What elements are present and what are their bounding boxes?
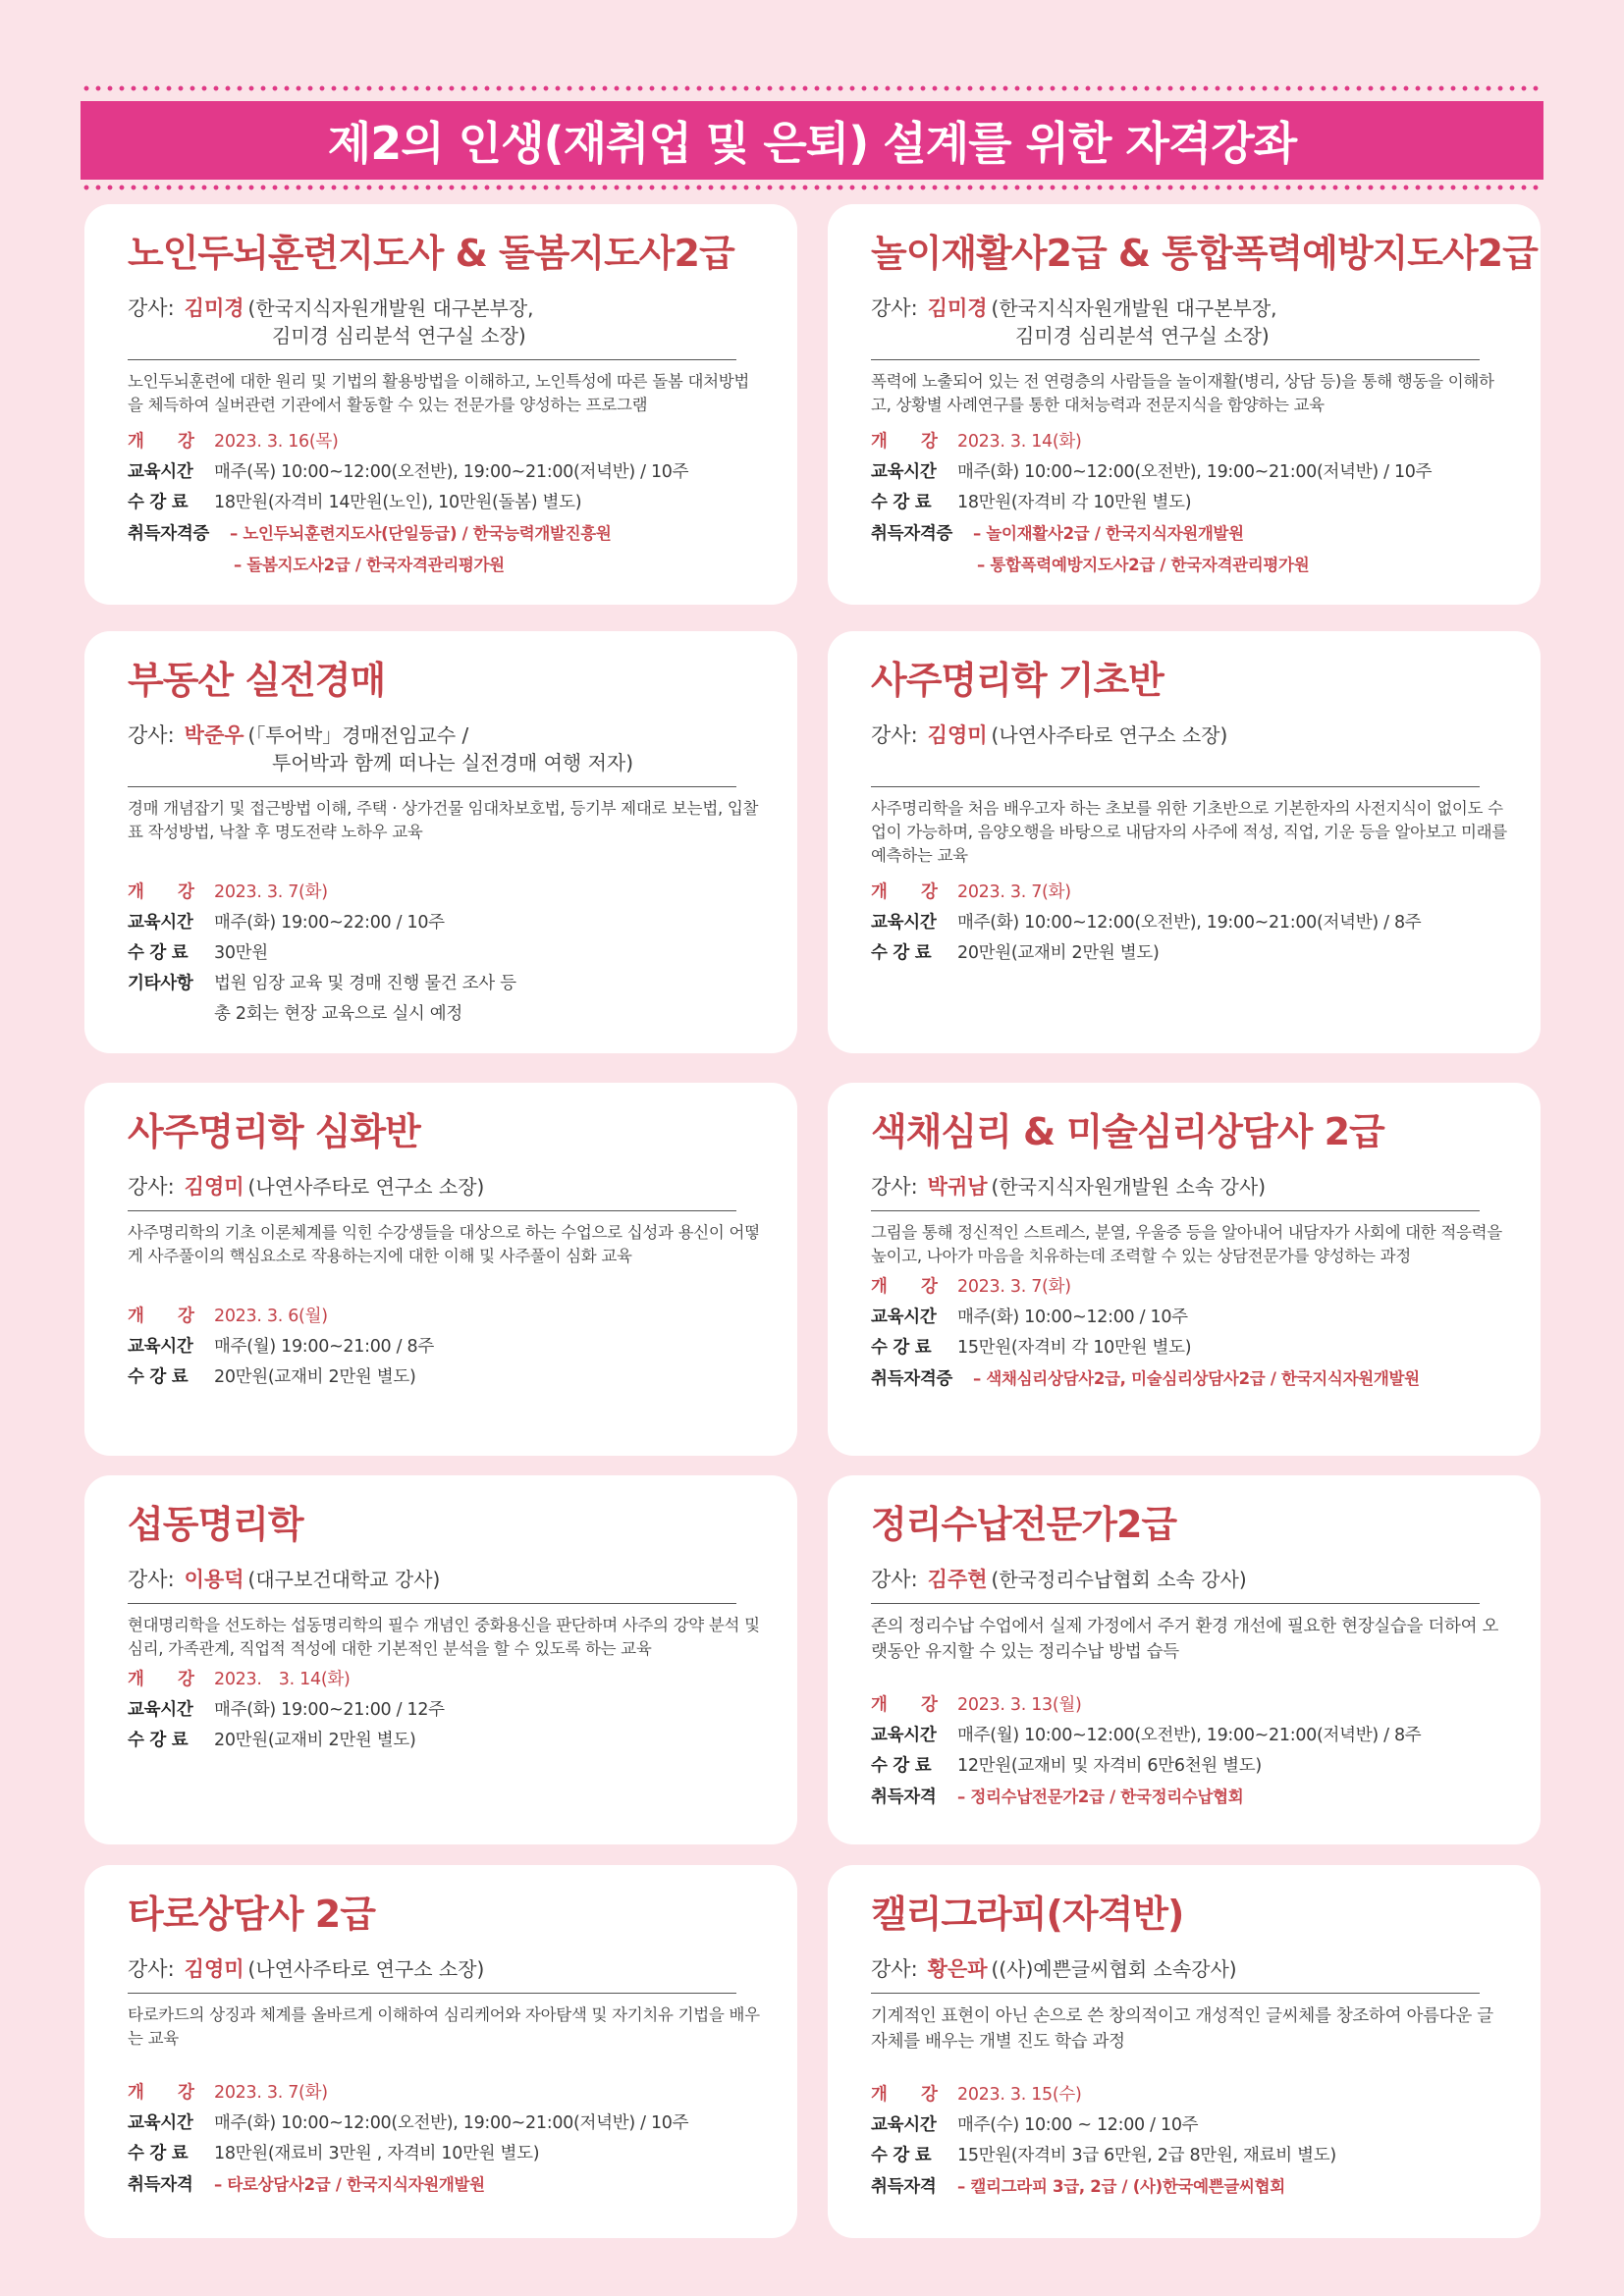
- course-description: 사주명리학의 기초 이론체계를 익힌 수강생들을 대상으로 하는 수업으로 십성과 용신이 어떻게 사주풀이의 핵심요소로 작용하는지에 대한 이해 및 사주풀이 심화 교육: [128, 1223, 760, 1265]
- divider: [128, 359, 736, 360]
- lecturer-name: 김영미: [184, 1175, 244, 1199]
- lecturer-info-line2: 김미경 심리분석 연구실 소장): [272, 324, 526, 347]
- certificate: – 놀이재활사2급 / 한국지식자원개발원: [973, 524, 1244, 543]
- course-card: [84, 1865, 797, 2238]
- course-description: 존의 정리수납 수업에서 실제 가정에서 주거 환경 개선에 필요한 현장실습을 더하여 오랫동안 유지할 수 있는 정리수납 방법 습득: [871, 1617, 1499, 1662]
- time-label: 교육시간: [128, 1700, 193, 1720]
- fee-label: 수 강 료: [871, 493, 932, 512]
- class-time: 매주(화) 10:00~12:00 / 10주: [957, 1308, 1188, 1327]
- divider: [128, 1210, 736, 1211]
- course-card: [828, 631, 1541, 1053]
- lecturer: [871, 294, 1507, 349]
- time-label: 교육시간: [871, 2115, 937, 2135]
- tuition-fee: 30만원: [214, 943, 268, 963]
- class-time: 매주(화) 10:00~12:00(오전반), 19:00~21:00(저녁반) / 10주: [214, 2113, 689, 2133]
- tuition-fee: 18만원(자격비 14만원(노인), 10만원(돌봄) 별도): [214, 493, 582, 512]
- course-card: [84, 1083, 797, 1456]
- class-time: 매주(화) 10:00~12:00(오전반), 19:00~21:00(저녁반) / 8주: [957, 913, 1422, 933]
- date-label: 개 강: [871, 1277, 938, 1297]
- divider: [128, 1603, 736, 1604]
- time-label: 교육시간: [871, 913, 937, 933]
- course-info: [128, 1302, 764, 1393]
- cert-label: 취득자격증: [871, 1369, 953, 1389]
- course-title: 사주명리학 기초반: [871, 659, 1164, 702]
- time-label: 교육시간: [871, 462, 937, 482]
- lecturer-name: 황은파: [927, 1957, 988, 1981]
- course-info: [128, 1665, 764, 1756]
- time-label: 교육시간: [871, 1308, 937, 1327]
- course-card: [84, 204, 797, 605]
- start-date: 2023. 3. 15(수): [957, 2085, 1082, 2105]
- certificate: – 타로상담사2급 / 한국지식자원개발원: [214, 2175, 485, 2194]
- start-date: 2023. 3. 7(화): [957, 1277, 1071, 1297]
- date-label: 개 강: [871, 1695, 938, 1715]
- time-label: 교육시간: [128, 462, 193, 482]
- lecturer-label: 강사:: [128, 723, 175, 747]
- lecturer: [871, 1955, 1507, 1983]
- date-label: 개 강: [871, 2085, 938, 2105]
- course-info: [871, 2080, 1507, 2203]
- extra-note: 법원 임장 교육 및 경매 진행 물건 조사 등: [214, 974, 516, 993]
- lecturer-info: (나연사주타로 연구소 소장): [247, 1175, 485, 1199]
- tuition-fee: 15만원(자격비 3급 6만원, 2급 8만원, 재료비 별도): [957, 2146, 1336, 2165]
- bottom-dotted-line: [81, 185, 1543, 190]
- course-title: 부동산 실전경매: [128, 659, 386, 702]
- course-info: [871, 427, 1507, 581]
- lecturer-name: 김미경: [184, 296, 244, 320]
- certificate: – 통합폭력예방지도사2급 / 한국자격관리평가원: [977, 556, 1310, 574]
- date-label: 개 강: [128, 1307, 194, 1326]
- start-date: 2023. 3. 7(화): [214, 882, 328, 902]
- fee-label: 수 강 료: [128, 1731, 189, 1750]
- divider: [871, 1603, 1480, 1604]
- course-card: [828, 1475, 1541, 1844]
- course-description: 폭력에 노출되어 있는 전 연령층의 사람들을 놀이재활(병리, 상담 등)을 통해 행동을 이해하고, 상황별 사례연구를 통한 대처능력과 전문지식을 함양하는 교육: [871, 372, 1494, 414]
- time-label: 교육시간: [128, 1337, 193, 1357]
- certificate: – 캘리그라피 3급, 2급 / (사)한국예쁜글씨협회: [957, 2177, 1285, 2196]
- course-title: 정리수납전문가2급: [871, 1503, 1177, 1546]
- lecturer-label: 강사:: [128, 1957, 175, 1981]
- lecturer-info-line2: 투어박과 함께 떠나는 실전경매 여행 저자): [272, 751, 634, 774]
- lecturer-info: (한국지식자원개발원 소속 강사): [991, 1175, 1266, 1199]
- course-title: 놀이재활사2급 & 통합폭력예방지도사2급: [871, 232, 1538, 275]
- course-info: [128, 878, 764, 1030]
- lecturer: [871, 1566, 1507, 1593]
- lecturer-label: 강사:: [871, 723, 918, 747]
- fee-label: 수 강 료: [871, 2146, 932, 2165]
- date-label: 개 강: [128, 1670, 194, 1689]
- cert-label: 취득자격증: [871, 524, 953, 544]
- lecturer-label: 강사:: [871, 1957, 918, 1981]
- certificate: – 정리수납전문가2급 / 한국정리수납협회: [957, 1788, 1244, 1806]
- course-card: [84, 1475, 797, 1844]
- lecturer: [871, 1173, 1507, 1201]
- course-title: 색채심리 & 미술심리상담사 2급: [871, 1110, 1384, 1153]
- course-description: 노인두뇌훈련에 대한 원리 및 기법의 활용방법을 이해하고, 노인특성에 따른 돌봄 대처방법을 체득하여 실버관련 기관에서 활동할 수 있는 전문가를 양성하는 프로그램: [128, 372, 750, 414]
- start-date: 2023. 3. 13(월): [957, 1695, 1082, 1715]
- extra-note: 총 2회는 현장 교육으로 실시 예정: [214, 1004, 463, 1024]
- date-label: 개 강: [871, 882, 938, 902]
- divider: [871, 786, 1480, 787]
- lecturer-name: 박귀남: [927, 1175, 988, 1199]
- divider: [871, 359, 1480, 360]
- course-info: [128, 427, 764, 581]
- tuition-fee: 18만원(자격비 각 10만원 별도): [957, 493, 1192, 512]
- divider: [128, 1993, 736, 1994]
- lecturer: [128, 1955, 764, 1983]
- lecturer-name: 김주현: [927, 1568, 988, 1591]
- lecturer-info: (나연사주타로 연구소 소장): [991, 723, 1228, 747]
- lecturer: [128, 1173, 764, 1201]
- date-label: 개 강: [128, 432, 194, 452]
- tuition-fee: 20만원(교재비 2만원 별도): [214, 1367, 416, 1387]
- lecturer-info: (한국정리수납협회 소속 강사): [991, 1568, 1247, 1591]
- divider: [871, 1210, 1480, 1211]
- lecturer-spacer: [871, 749, 1507, 776]
- tuition-fee: 18만원(재료비 3만원 , 자격비 10만원 별도): [214, 2144, 540, 2163]
- course-card: [828, 1083, 1541, 1456]
- class-time: 매주(목) 10:00~12:00(오전반), 19:00~21:00(저녁반) / 10주: [214, 462, 689, 482]
- course-info: [871, 878, 1507, 969]
- course-info: [128, 2078, 764, 2201]
- lecturer-info: (나연사주타로 연구소 소장): [247, 1957, 485, 1981]
- tuition-fee: 12만원(교재비 및 자격비 6만6천원 별도): [957, 1756, 1262, 1776]
- lecturer-label: 강사:: [871, 1175, 918, 1199]
- course-description: 사주명리학을 처음 배우고자 하는 초보를 위한 기초반으로 기본한자의 사전지식이 없이도 수업이 가능하며, 음양오행을 바탕으로 내담자의 사주에 적성, 직업, 기운 등을 알아보고 미래를 예측하는 교육: [871, 799, 1507, 865]
- start-date: 2023. 3. 7(화): [957, 882, 1071, 902]
- time-label: 교육시간: [128, 913, 193, 933]
- lecturer-name: 김영미: [927, 723, 988, 747]
- start-date: 2023. 3. 6(월): [214, 1307, 328, 1326]
- lecturer-info-line2: 김미경 심리분석 연구실 소장): [1015, 324, 1270, 347]
- extra-label: 기타사항: [128, 974, 193, 993]
- lecturer-info: (한국지식자원개발원 대구본부장,: [247, 296, 534, 320]
- tuition-fee: 15만원(자격비 각 10만원 별도): [957, 1338, 1192, 1358]
- course-title: 타로상담사 2급: [128, 1893, 375, 1936]
- lecturer-name: 김영미: [184, 1957, 244, 1981]
- lecturer-label: 강사:: [128, 1175, 175, 1199]
- date-label: 개 강: [128, 882, 194, 902]
- lecturer-info: ((사)예쁜글씨협회 소속강사): [991, 1957, 1237, 1981]
- divider: [871, 1993, 1480, 1994]
- fee-label: 수 강 료: [128, 1367, 189, 1387]
- divider: [128, 786, 736, 787]
- course-description: 경매 개념잡기 및 접근방법 이해, 주택 · 상가건물 임대차보호법, 등기부 제대로 보는법, 입찰표 작성방법, 낙찰 후 명도전략 노하우 교육: [128, 799, 759, 841]
- page-banner: [81, 101, 1543, 180]
- start-date: 2023. 3. 14(화): [957, 432, 1082, 452]
- certificate: – 돌봄지도사2급 / 한국자격관리평가원: [234, 556, 505, 574]
- course-card: [84, 631, 797, 1053]
- lecturer-label: 강사:: [871, 1568, 918, 1591]
- start-date: 2023. 3. 7(화): [214, 2083, 328, 2103]
- cert-label: 취득자격: [871, 1788, 937, 1807]
- cert-label: 취득자격: [871, 2177, 937, 2197]
- lecturer-info: (한국지식자원개발원 대구본부장,: [991, 296, 1277, 320]
- course-title: 노인두뇌훈련지도사 & 돌봄지도사2급: [128, 232, 734, 275]
- course-info: [871, 1690, 1507, 1813]
- course-card: [828, 1865, 1541, 2238]
- course-title: 캘리그라피(자격반): [871, 1893, 1184, 1936]
- course-card: [828, 204, 1541, 605]
- date-label: 개 강: [128, 2083, 194, 2103]
- fee-label: 수 강 료: [871, 1338, 932, 1358]
- cert-label: 취득자격증: [128, 524, 210, 544]
- class-time: 매주(화) 10:00~12:00(오전반), 19:00~21:00(저녁반) / 10주: [957, 462, 1433, 482]
- lecturer: [128, 294, 764, 349]
- class-time: 매주(월) 10:00~12:00(오전반), 19:00~21:00(저녁반) / 8주: [957, 1726, 1422, 1745]
- course-title: 사주명리학 심화반: [128, 1110, 420, 1153]
- cert-label: 취득자격: [128, 2175, 193, 2195]
- course-description: 그림을 통해 정신적인 스트레스, 분열, 우울증 등을 알아내어 내담자가 사회에 대한 적응력을 높이고, 나아가 마음을 치유하는데 조력할 수 있는 상담전문가를 양성하는 과정: [871, 1223, 1502, 1265]
- top-dotted-line: [81, 85, 1543, 91]
- certificate: – 노인두뇌훈련지도사(단일등급) / 한국능력개발진흥원: [230, 524, 612, 543]
- class-time: 매주(수) 10:00 ~ 12:00 / 10주: [957, 2115, 1199, 2135]
- course-description: 타로카드의 상징과 체계를 올바르게 이해하여 심리케어와 자아탐색 및 자기치유 기법을 배우는 교육: [128, 2005, 760, 2048]
- course-description: 현대명리학을 선도하는 섭동명리학의 필수 개념인 중화용신을 판단하며 사주의 강약 분석 및 심리, 가족관계, 직업적 적성에 대한 기본적인 분석을 할 수 있도록 하는 교육: [128, 1616, 760, 1658]
- time-label: 교육시간: [871, 1726, 937, 1745]
- lecturer-info: (대구보건대학교 강사): [247, 1568, 441, 1591]
- lecturer: [128, 1566, 764, 1593]
- class-time: 매주(월) 19:00~21:00 / 8주: [214, 1337, 434, 1357]
- lecturer-name: 이용덕: [184, 1568, 244, 1591]
- fee-label: 수 강 료: [128, 943, 189, 963]
- banner-title: 제2의 인생(재취업 및 은퇴) 설계를 위한 자격강좌: [327, 117, 1297, 170]
- class-time: 매주(화) 19:00~22:00 / 10주: [214, 913, 445, 933]
- lecturer-label: 강사:: [128, 296, 175, 320]
- lecturer-name: 김미경: [927, 296, 988, 320]
- fee-label: 수 강 료: [871, 1756, 932, 1776]
- lecturer-info: (「투어박」경매전임교수 /: [247, 723, 469, 747]
- course-description: 기계적인 표현이 아닌 손으로 쓴 창의적이고 개성적인 글씨체를 창조하여 아름다운 글자체를 배우는 개별 진도 학습 과정: [871, 2006, 1493, 2052]
- date-label: 개 강: [871, 432, 938, 452]
- class-time: 매주(화) 19:00~21:00 / 12주: [214, 1700, 445, 1720]
- course-title: 섭동명리학: [128, 1503, 303, 1546]
- lecturer-label: 강사:: [128, 1568, 175, 1591]
- tuition-fee: 20만원(교재비 2만원 별도): [957, 943, 1160, 963]
- start-date: 2023. 3. 16(목): [214, 432, 339, 452]
- lecturer: [128, 721, 764, 776]
- fee-label: 수 강 료: [128, 493, 189, 512]
- tuition-fee: 20만원(교재비 2만원 별도): [214, 1731, 416, 1750]
- course-info: [871, 1272, 1507, 1395]
- lecturer-name: 박준우: [184, 723, 244, 747]
- fee-label: 수 강 료: [871, 943, 932, 963]
- lecturer: [871, 721, 1507, 776]
- time-label: 교육시간: [128, 2113, 193, 2133]
- certificate: – 색채심리상담사2급, 미술심리상담사2급 / 한국지식자원개발원: [973, 1369, 1420, 1388]
- lecturer-label: 강사:: [871, 296, 918, 320]
- start-date: 2023. 3. 14(화): [214, 1670, 351, 1689]
- fee-label: 수 강 료: [128, 2144, 189, 2163]
